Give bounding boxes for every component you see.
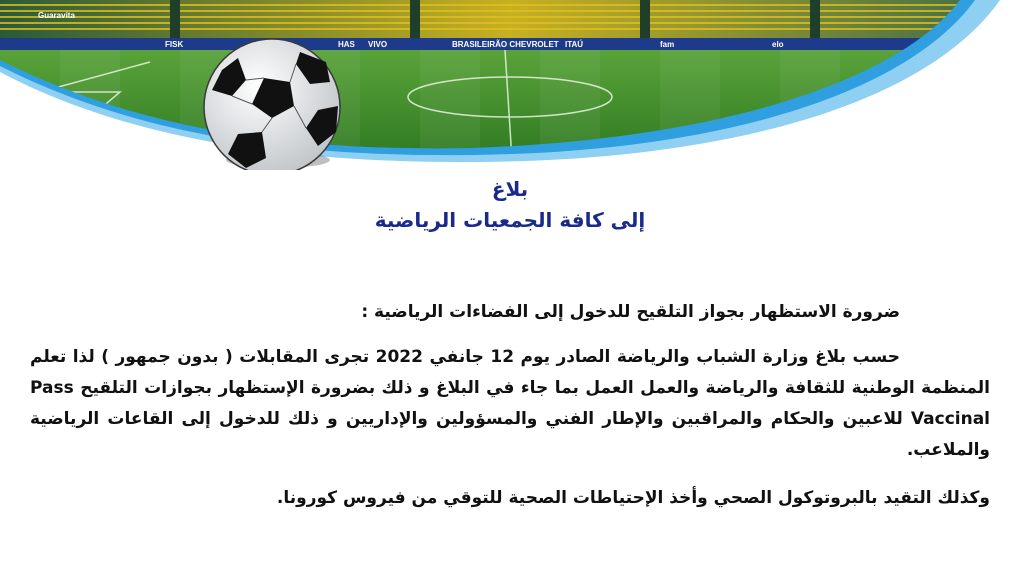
ad-text: Guaravita bbox=[38, 11, 75, 20]
ad-text: BRASILEIRÃO CHEVROLET bbox=[452, 40, 559, 49]
ad-text: FISK bbox=[165, 40, 184, 49]
pass-vaccinal-label: Pass Vaccinal bbox=[30, 378, 991, 429]
announcement-body bbox=[30, 296, 990, 514]
paragraph-part2: للاعبين والحكام والمراقبين والإطار الفني والمسؤولين والإداريين و ذلك للدخول إلى القاعات الرياضية والملاعب. bbox=[30, 409, 990, 460]
closing-line: وكذلك التقيد بالبروتوكول الصحي وأخذ الإحتياطات الصحية للتوقي من فيروس كورونا. bbox=[276, 488, 990, 508]
page-title: بلاغ bbox=[491, 177, 529, 201]
main-paragraph bbox=[30, 342, 990, 466]
ad-text: ITAÚ bbox=[565, 40, 584, 49]
stadium-banner bbox=[0, 0, 1020, 170]
paragraph-part1: حسب بلاغ وزارة الشباب والرياضة الصادر يوم 12 جانفي 2022 تجرى المقابلات ( بدون جمهور ) لذا تعلم المنظمة الوطنية للثقافة والرياضة والعمل العمل بما جاء في البلاغ و ذلك بضرورة الإستظهار بجوازات التلقيح bbox=[30, 347, 990, 398]
ad-text: VIVO bbox=[368, 40, 388, 49]
ad-text: fam bbox=[660, 40, 675, 49]
soccer-ball-icon bbox=[204, 39, 340, 170]
announcement-header bbox=[0, 174, 1020, 236]
ad-text: HAS bbox=[338, 40, 355, 49]
page-subtitle: إلى كافة الجمعيات الرياضية bbox=[374, 208, 646, 232]
ad-text: elo bbox=[772, 40, 784, 49]
intro-line: ضرورة الاستظهار بجواز التلقيح للدخول إلى الفضاءات الرياضية : bbox=[361, 302, 900, 322]
